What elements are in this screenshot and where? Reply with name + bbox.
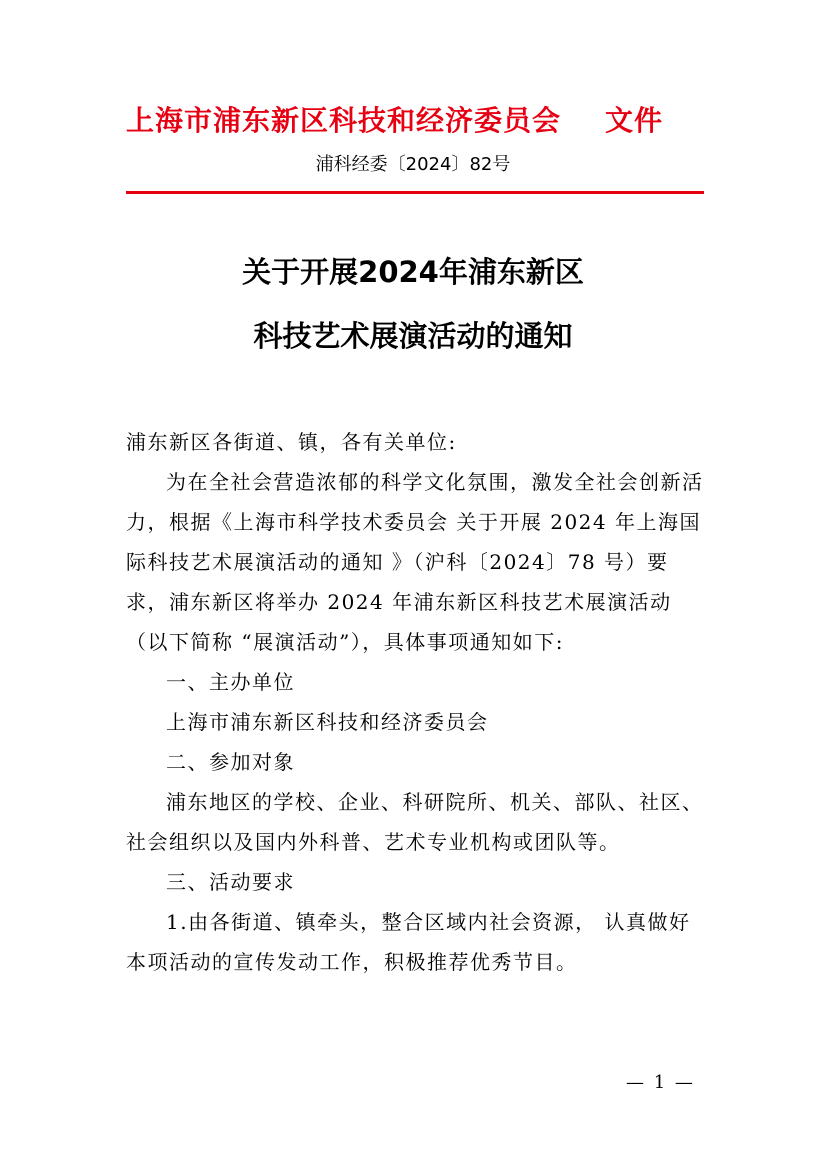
page-number: — 1 —	[626, 1072, 695, 1093]
section-1-text: 上海市浦东新区科技和经济委员会	[166, 710, 489, 734]
title-line-2: 科技艺术展演活动的通知	[253, 319, 573, 353]
section-2-heading: 二、参加对象	[166, 750, 295, 774]
section-3-item-1: 1.由各街道、镇牵头，整合区域内社会资源， 认真做好本项活动的宣传发动工作，积极推荐优秀节目。	[126, 910, 691, 974]
salutation: 浦东新区各街道、镇，各有关单位:	[126, 430, 457, 454]
issuer-name: 上海市浦东新区科技和经济委员会	[126, 104, 562, 137]
document-number: 浦科经委〔2024〕82号	[315, 154, 511, 175]
document-header	[126, 99, 663, 139]
document-body	[126, 422, 706, 982]
red-divider-line	[126, 191, 704, 194]
title-line-1: 关于开展2024年浦东新区	[242, 255, 584, 289]
document-type: 文件	[605, 104, 664, 137]
section-2-text: 浦东地区的学校、企业、科研院所、机关、部队、社区、社会组织以及国内外科普、艺术专业机构或团队等。	[126, 790, 704, 854]
section-3-heading: 三、活动要求	[166, 870, 295, 894]
intro-paragraph: 为在全社会营造浓郁的科学文化氛围，激发全社会创新活力，根据《上海市科学技术委员会 关于开展 2024 年上海国际科技艺术展演活动的通知 》（沪科〔2024〕78 号）要求，浦东新区将举办 2024 年浦东新区科技艺术展演活动（以下简称 “展演活动”），具体事项通知如下:	[126, 470, 704, 654]
section-1-heading: 一、主办单位	[166, 670, 295, 694]
